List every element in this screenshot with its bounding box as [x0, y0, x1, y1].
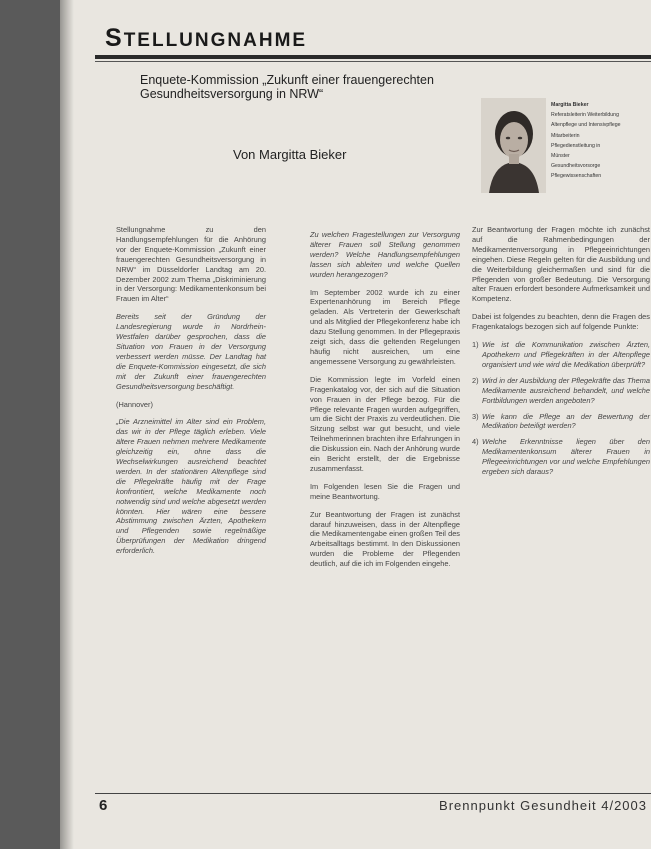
header-rule: [95, 55, 651, 59]
author-bio: [551, 100, 651, 182]
list-item: [472, 376, 650, 406]
journal-title: Brennpunkt Gesundheit 4/2003: [439, 798, 647, 813]
bio-line: Altenpflege und Intensivpflege: [551, 122, 621, 129]
bio-line: Mitarbeiterin: [551, 132, 580, 139]
bio-name: Margitta Bieker: [551, 102, 589, 108]
footer-rule: [95, 793, 651, 794]
article-title: [140, 73, 480, 101]
paragraph: Im September 2002 wurde ich zu einer Expertenanhörung im Bereich Pflege geladen. Als Vertreterin der Gewerkschaft und als Mitglied der Pflegekonferenz habe ich dazu Stellung genommen. In der Pflegepraxis zeigt sich, dass die geltenden Regelungen häufig nicht ausreichen, um eine angemessene Versorgung zu gewährleisten.: [310, 287, 460, 366]
question-list: [472, 340, 650, 477]
paragraph: (Hannover): [116, 399, 153, 409]
bio-line: Gesundheitsvorsorge: [551, 163, 601, 170]
list-item-number: 2): [472, 375, 479, 385]
list-item-text: Wie ist die Kommunikation zwischen Ärzten, Apothekern und Pflegekräften in der Altenpflege organisiert und wie wird die Medikation überprüft?: [482, 340, 650, 369]
list-item-number: 1): [472, 340, 479, 350]
article-title-line1: Enquete-Kommission „Zukunft einer frauengerechten: [140, 73, 434, 87]
header-rule-thin: [95, 61, 651, 62]
list-item-number: 4): [472, 437, 479, 447]
paragraph: „Die Arzneimittel im Alter sind ein Problem, das wir in der Pflege täglich erleben. Viele ältere Frauen nehmen mehrere Medikamente gleichzeitig ein, ohne dass die Wechselwirkungen ausreichend beachtet werden. In der stationären Altenpflege sind die Pflegekräfte häufig mit der Frage konfrontiert, welche Medikamente noch notwendig sind und welche abgesetzt werden könnten. Hier wären eine bessere Abstimmung zwischen Ärzten, Apothekern und Pflegenden sowie regelmäßige Überprüfungen der Medikation dringend erforderlich.: [116, 417, 266, 556]
article-title-line2: Gesundheitsversorgung in NRW“: [140, 87, 324, 101]
paragraph: Dabei ist folgendes zu beachten, denn die Fragen des Fragenkatalogs bezogen sich auf folgende Punkte:: [472, 312, 650, 332]
list-item: [472, 340, 650, 370]
list-item-text: Wird in der Ausbildung der Pflegekräfte das Thema Medikamente ausreichend behandelt, und welche Fortbildungen werden angeboten?: [482, 375, 650, 405]
bio-line: Pflegewissenschaften: [551, 173, 602, 180]
author-photo: [481, 98, 546, 193]
paragraph: Zur Beantwortung der Fragen möchte ich zunächst auf die Rahmenbedingungen der Medikamentenversorgung in Pflegeeinrichtungen eingehen. Diese Regeln gelten für die Ausbildung und die Weiterbildung gleichermaßen und sind für die Pflegenden von großer Bedeutung. Die Versorgung alter Frauen erfordert besondere Aufmerksamkeit und Kompetenz.: [472, 225, 650, 304]
paragraph: Zur Beantwortung der Fragen ist zunächst darauf hinzuweisen, dass in der Altenpflege die Medikamentengabe einen großen Teil des Arbeitsalltags bestimmt. In den Diskussionen wurden die Probleme der Pflegenden deutlich, auf die ich im Folgenden eingehe.: [310, 509, 460, 569]
list-item: [472, 412, 650, 432]
paragraph: Bereits seit der Gründung der Landesregierung wurde in Nordrhein-Westfalen darüber gesprochen, dass die Situation von Frauen in der Versorgung verbessert werden müsse. Der Landtag hat die Enquete-Kommission eingesetzt, die sich mit der Zukunft einer frauengerechten Gesundheitsversorgung beschäftigt.: [116, 312, 266, 391]
paragraph: Im Folgenden lesen Sie die Fragen und meine Beantwortung.: [310, 481, 460, 501]
section-title-rest: TELLUNGNAHME: [123, 30, 308, 51]
list-item-text: Wie kann die Pflege an der Bewertung der Medikation beteiligt werden?: [482, 411, 650, 431]
paragraph: Stellungnahme zu den Handlungsempfehlungen für die Anhörung vor der Enquete-Kommission „Zukunft einer frauengerechten Gesundheitsversorgung in NRW“ im Düsseldorfer Landtag am 20. Dezember 2002 zum Thema „Diskriminierung in der Versorgung: Medikamentenkonsum bei Frauen im Alter“: [116, 225, 266, 304]
paragraph: Zu welchen Fragestellungen zur Versorgung älterer Frauen soll Stellung genommen werden? Welche Handlungsempfehlungen lassen sich ableiten und welche Quellen wurden herangezogen?: [310, 230, 460, 279]
bio-line: Referatsleiterin Weiterbildung: [551, 112, 619, 119]
bio-line: Münster: [551, 153, 570, 160]
section-title-initial: S: [105, 24, 124, 52]
text-column-1: [116, 225, 266, 564]
article-byline: Von Margitta Bieker: [233, 147, 347, 162]
page-number: 6: [99, 797, 108, 814]
section-title: [105, 24, 307, 53]
bio-line: Pflegedienstleitung in: [551, 142, 601, 149]
list-item: [472, 437, 650, 477]
list-item-number: 3): [472, 411, 479, 421]
binding-shadow: [60, 0, 74, 849]
text-column-2: [310, 230, 460, 577]
list-item-text: Welche Erkenntnisse liegen über den Medikamentenkonsum älterer Frauen in Pflegeeinrichtungen vor und welche Empfehlungen ergeben sich daraus?: [482, 437, 650, 477]
paragraph: Die Kommission legte im Vorfeld einen Fragenkatalog vor, der sich auf die Situation von Frauen in der Pflege bezog. Für die Pflege relevante Fragen wurden aufgegriffen, um die Sicht der Praxis zu verdeutlichen. Die Sitzung selbst war gut besucht, und viele Teilnehmerinnen brachten ihre Erfahrungen in die Diskussion ein. Nach der Anhörung wurde ein Bericht erstellt, der die Ergebnisse zusammenfasst.: [310, 374, 460, 473]
text-column-3: [472, 225, 650, 483]
